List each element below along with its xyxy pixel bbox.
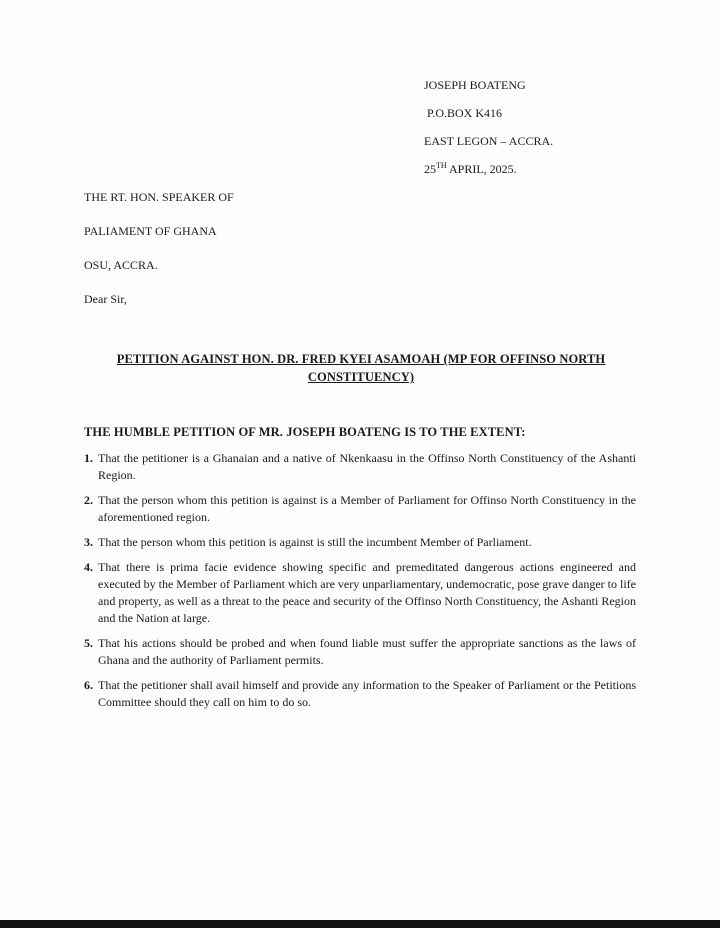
item-number: 5. xyxy=(84,636,93,650)
sender-pobox: P.O.BOX K416 xyxy=(427,106,503,120)
item-text: That there is prima facie evidence showing specific and premeditated dangerous actions engineered and executed by the Member of Parliament which are very unparliamentary, undemocratic, pose grave danger to life and property, as well as a threat to the peace and security of the Offinso North Constituency, the Ashanti Region and the Nation at large. xyxy=(98,560,637,625)
date-day: 25 xyxy=(424,162,436,176)
list-item xyxy=(84,450,636,484)
item-text: That the petitioner shall avail himself and provide any information to the Speaker of Parliament or the Petitions Committee should they call on him to do so. xyxy=(98,678,636,709)
list-item xyxy=(84,559,636,627)
item-text: That the person whom this petition is against is still the incumbent Member of Parliament. xyxy=(98,535,532,549)
title-line-2: CONSTITUENCY) xyxy=(307,370,415,384)
screen-bottom-edge xyxy=(0,920,720,928)
petition-preamble: THE HUMBLE PETITION OF MR. JOSEPH BOATENG IS TO THE EXTENT: xyxy=(84,425,526,439)
title-line-1: PETITION AGAINST HON. DR. FRED KYEI ASAMOAH (MP FOR OFFINSO NORTH xyxy=(116,352,606,366)
recipient-line-3: OSU, ACCRA. xyxy=(84,258,158,272)
item-number: 3. xyxy=(84,535,93,549)
letter-date xyxy=(424,162,517,176)
salutation: Dear Sir, xyxy=(84,292,127,306)
item-text: That the petitioner is a Ghanaian and a native of Nkenkaasu in the Offinso North Constituency of the Ashanti Region. xyxy=(98,451,636,482)
sender-location: EAST LEGON – ACCRA. xyxy=(424,134,554,148)
item-text: That the person whom this petition is against is a Member of Parliament for Offinso North Constituency in the aforementioned region. xyxy=(98,493,636,524)
date-suffix: TH xyxy=(436,161,447,170)
date-rest: APRIL, 2025. xyxy=(446,162,517,176)
list-item xyxy=(84,534,636,551)
item-text: That his actions should be probed and when found liable must suffer the appropriate sanctions as the laws of Ghana and the authority of Parliament permits. xyxy=(98,636,636,667)
petition-title xyxy=(84,350,638,386)
item-number: 6. xyxy=(84,678,93,692)
item-number: 2. xyxy=(84,493,93,507)
item-number: 4. xyxy=(84,560,93,574)
recipient-line-2: PALIAMENT OF GHANA xyxy=(84,224,217,238)
sender-name: JOSEPH BOATENG xyxy=(424,78,526,92)
petition-items-list xyxy=(84,450,636,719)
list-item xyxy=(84,677,636,711)
list-item xyxy=(84,635,636,669)
recipient-line-1: THE RT. HON. SPEAKER OF xyxy=(84,190,234,204)
item-number: 1. xyxy=(84,451,93,465)
list-item xyxy=(84,492,636,526)
